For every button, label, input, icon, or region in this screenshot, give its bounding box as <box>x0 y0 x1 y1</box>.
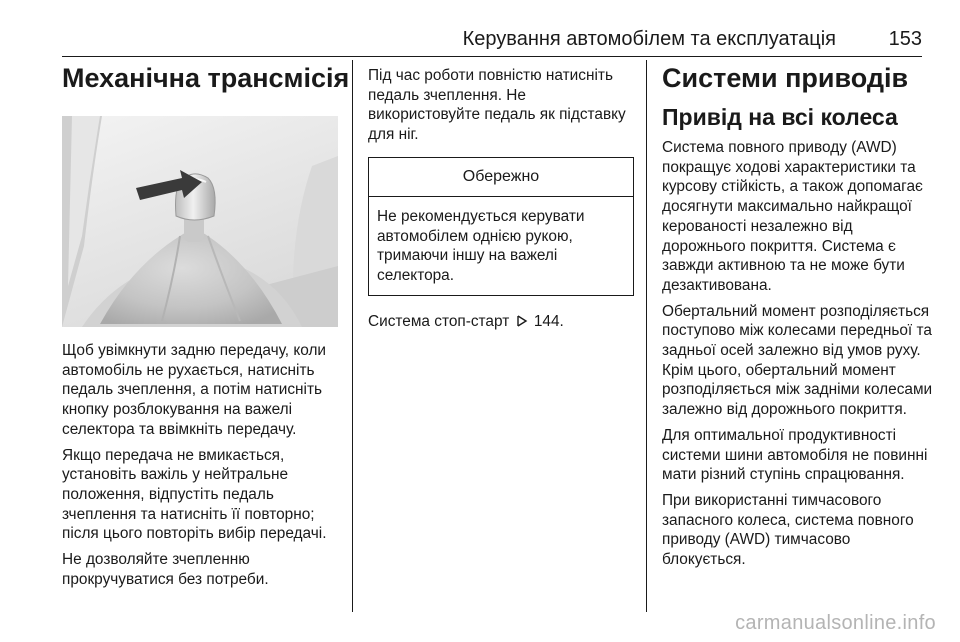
cross-reference[interactable] <box>368 312 634 332</box>
paragraph-clutch-slip: Не дозволяйте зчепленню прокручуватися без потреби. <box>62 551 269 588</box>
subsection-title-awd: Привід на всі колеса <box>662 104 898 130</box>
column-divider-2 <box>646 60 647 612</box>
page-number: 153 <box>888 28 922 50</box>
paragraph-spare-wheel: При використанні тимчасового запасного колеса, система повного приводу (AWD) тимчасово блокується. <box>662 491 914 569</box>
column-1 <box>62 58 350 589</box>
paragraph-torque-distribution: Обертальний момент розподіляється поступово між колесами передньої та задньої осей залежно від умов руху. Крім цього, обертальний момент розподіляється між задніми колесами залежно від дорожнього покриття. <box>662 302 933 419</box>
section-title-manual-transmission: Механічна трансмісія <box>62 63 350 93</box>
section-title-drive-systems: Системи приводів <box>662 63 909 93</box>
column-3 <box>662 58 934 570</box>
caution-box <box>368 157 634 296</box>
gear-shift-lever-illustration <box>62 116 338 327</box>
gear-shift-lever-illustration-svg <box>62 116 338 327</box>
caution-heading: Обережно <box>369 158 633 197</box>
paragraph-gear-not-engaged: Якщо передача не вмикається, установіть важіль у нейтральне положення, відпустіть педаль зчеплення та натисніть її повторно; після цього повторіть вибір передачі. <box>62 446 327 543</box>
column-2 <box>368 58 634 331</box>
paragraph-awd-intro: Система повного приводу (AWD) покращує ходові характеристики та курсову стійкість, а також допомагає досягнути максимально найкращої керованості незалежно від дорожнього покриття. Система є завжди активною та не може бути дезактивована. <box>662 139 923 294</box>
header-title: Керування автомобілем та експлуатація <box>462 28 836 50</box>
page-header <box>62 28 922 58</box>
cross-reference-page: 144. <box>533 312 564 330</box>
cross-reference-text: Система стоп-старт <box>368 312 510 330</box>
paragraph-reverse-gear: Щоб увімкнути задню передачу, коли автомобіль не рухається, натисніть педаль зчеплення, а потім натисніть кнопку розблокування на важелі селектора та ввімкніть передачу. <box>62 342 327 438</box>
paragraph-clutch-pedal: Під час роботи повністю натисніть педаль зчеплення. Не використовуйте педаль як підставку для ніг. <box>368 67 626 144</box>
column-divider-1 <box>352 60 353 612</box>
watermark: carmanualsonline.info <box>735 612 936 634</box>
page-reference-icon <box>516 315 528 327</box>
paragraph-tire-wear: Для оптимальної продуктивності системи шини автомобіля не повинні мати різний ступінь спрацювання. <box>662 426 928 484</box>
header-rule <box>62 56 922 57</box>
caution-text: Не рекомендується керувати автомобілем однією рукою, тримаючи іншу на важелі селектора. <box>377 207 585 284</box>
